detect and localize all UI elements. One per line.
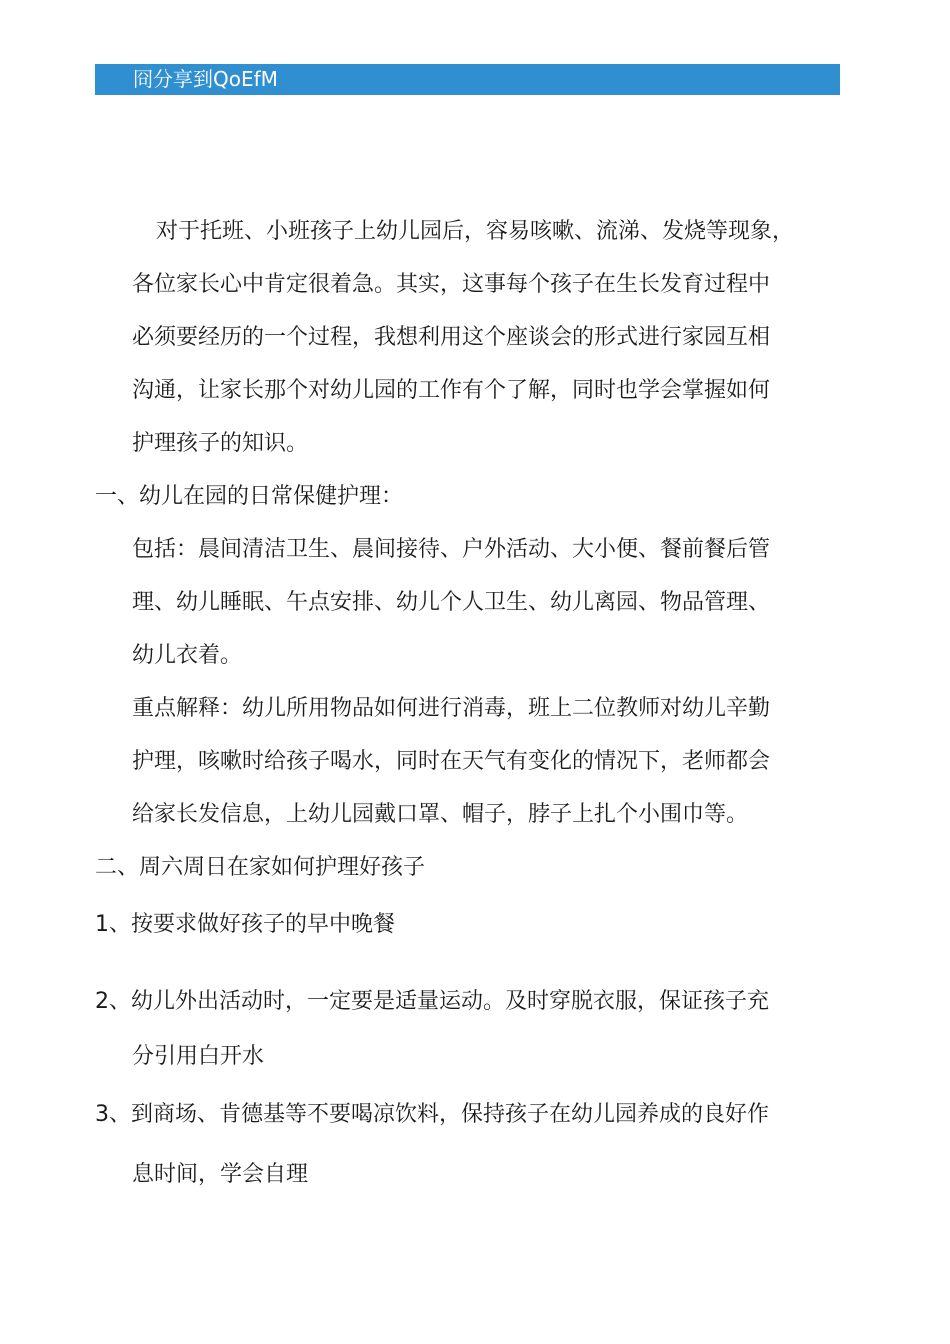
section1-includes-line-2: 理、幼儿睡眠、午点安排、幼儿个人卫生、幼儿离园、物品管理、 (132, 590, 771, 615)
section2-item-2-line-2: 分引用白开水 (132, 1044, 265, 1069)
section1-keypoints-line-1: 重点解释：幼儿所用物品如何进行消毒，班上二位教师对幼儿辛勤 (132, 696, 771, 721)
intro-line-3: 必须要经历的一个过程，我想利用这个座谈会的形式进行家园互相 (132, 325, 771, 350)
intro-line-5: 护理孩子的知识。 (132, 431, 309, 456)
section2-item-2-line-1: 2、幼儿外出活动时，一定要是适量运动。及时穿脱衣服，保证孩子充 (95, 989, 769, 1014)
section2-item-3-line-2: 息时间，学会自理 (132, 1162, 309, 1187)
section2-heading: 二、周六周日在家如何护理好孩子 (95, 855, 426, 880)
section1-keypoints-line-2: 护理，咳嗽时给孩子喝水，同时在天气有变化的情况下，老师都会 (132, 749, 771, 774)
intro-line-4: 沟通，让家长那个对幼儿园的工作有个了解，同时也学会掌握如何 (132, 378, 771, 403)
section2-item-3-line-1: 3、到商场、肯德基等不要喝凉饮料，保持孩子在幼儿园养成的良好作 (95, 1102, 769, 1127)
section1-keypoints-line-3: 给家长发信息，上幼儿园戴口罩、帽子，脖子上扎个小围巾等。 (132, 802, 749, 827)
section2-item-1: 1、按要求做好孩子的早中晚餐 (95, 912, 395, 937)
section1-includes-line-3: 幼儿衣着。 (132, 643, 243, 668)
section1-heading: 一、幼儿在园的日常保健护理： (95, 484, 404, 509)
intro-line-1: 对于托班、小班孩子上幼儿园后，容易咳嗽、流涕、发烧等现象， (156, 219, 795, 244)
banner-title: 冏分享到QoEfM (133, 67, 278, 91)
section1-includes-line-1: 包括：晨间清洁卫生、晨间接待、户外活动、大小便、餐前餐后管 (132, 537, 771, 562)
intro-line-2: 各位家长心中肯定很着急。其实，这事每个孩子在生长发育过程中 (132, 272, 771, 297)
